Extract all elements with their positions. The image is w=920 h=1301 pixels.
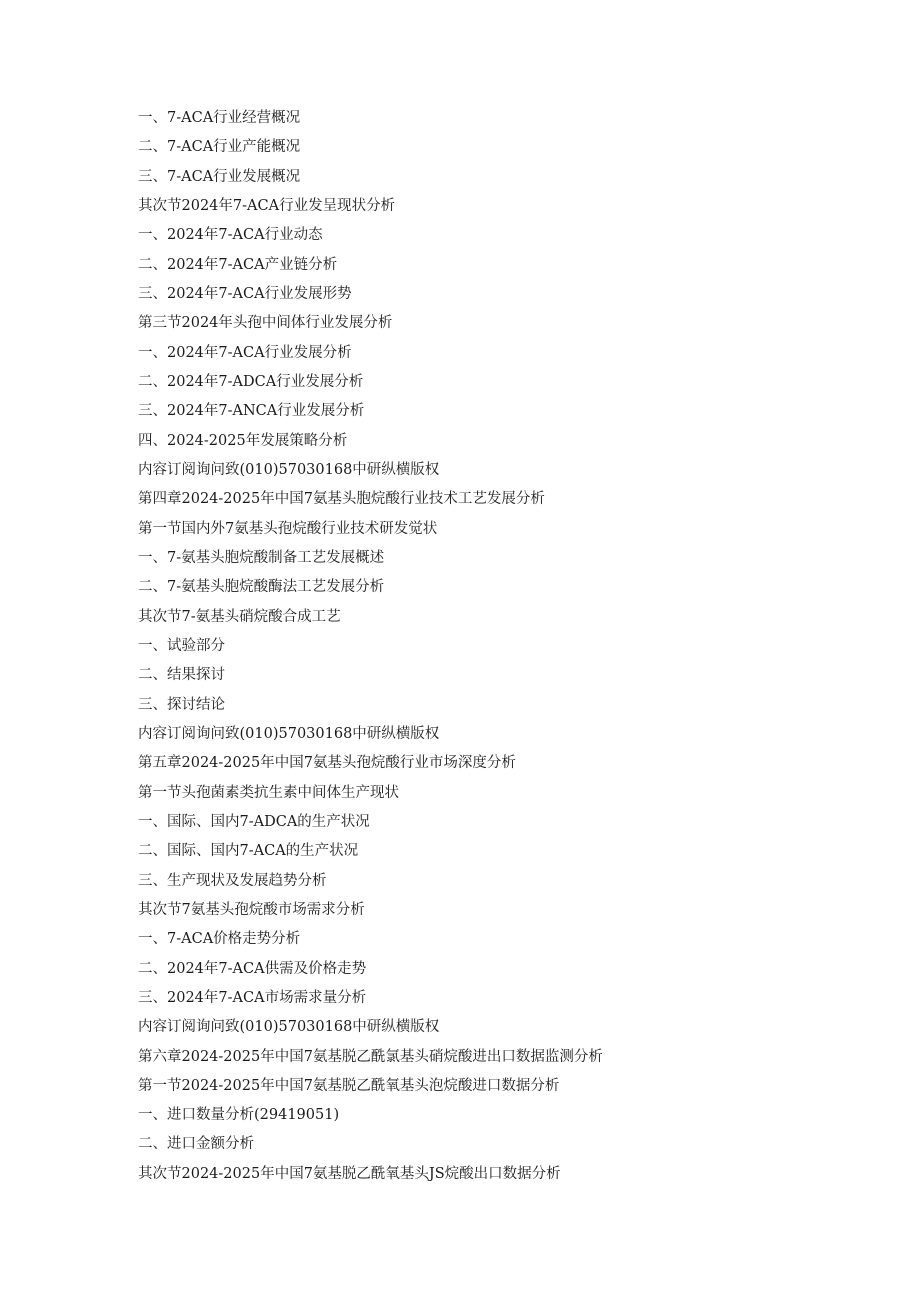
toc-line: 第一节国内外7氨基头孢烷酸行业技术研发觉状 [138,520,438,537]
toc-line: 其次节7-氨基头硝烷酸合成工艺 [138,608,341,625]
toc-line: 二、2024年7-ADCA行业发展分析 [138,373,364,390]
toc-line: 一、国际、国内7-ADCA的生产状况 [138,813,370,830]
toc-line: 一、7-ACA价格走势分析 [138,931,301,948]
toc-line: 二、国际、国内7-ACA的生产状况 [138,843,359,860]
toc-line: 第三节2024年头孢中间体行业发展分析 [138,315,393,332]
toc-line: 其次节2024-2025年中国7氨基脱乙酰氧基头JS烷酸出口数据分析 [138,1165,561,1182]
toc-line: 内容订阅询问致(010)57030168中研纵横版权 [138,1019,440,1036]
toc-line: 二、2024年7-ACA产业链分析 [138,256,338,273]
toc-line: 一、2024年7-ACA行业动态 [138,227,323,244]
table-of-contents [138,107,878,1192]
toc-line: 三、生产现状及发展趋势分析 [138,872,327,889]
toc-line: 一、7-ACA行业经营概况 [138,110,301,126]
toc-line: 四、2024-2025年发展策略分析 [138,432,348,449]
toc-line: 三、2024年7-ACA行业发展形势 [138,285,352,302]
toc-line: 内容订阅询问致(010)57030168中研纵横版权 [138,461,440,478]
toc-line: 三、2024年7-ACA市场需求量分析 [138,989,367,1006]
toc-line: 第一节头孢菌素类抗生素中间体生产现状 [138,784,399,801]
toc-line: 第六章2024-2025年中国7氨基脱乙酰氯基头硝烷酸进出口数据监测分析 [138,1048,603,1065]
toc-line: 第四章2024-2025年中国7氨基头胞烷酸行业技术工艺发展分析 [138,491,545,508]
toc-line: 一、2024年7-ACA行业发展分析 [138,344,352,361]
toc-line: 二、结果探讨 [138,667,225,684]
toc-line: 第五章2024-2025年中国7氨基头孢烷酸行业市场深度分析 [138,755,516,772]
toc-line: 三、7-ACA行业发展概况 [138,168,301,185]
toc-line: 三、探讨结论 [138,696,225,713]
toc-line: 一、进口数量分析(29419051) [138,1107,340,1124]
toc-line: 其次节7氨基头孢烷酸市场需求分析 [138,901,365,918]
toc-line: 二、7-ACA行业产能概况 [138,139,301,156]
toc-line: 内容订阅询问致(010)57030168中研纵横版权 [138,725,440,742]
toc-line: 一、试验部分 [138,637,225,654]
toc-line: 一、7-氨基头胞烷酸制备工艺发展概述 [138,549,385,566]
toc-line: 第一节2024-2025年中国7氨基脱乙酰氧基头泡烷酸进口数据分析 [138,1077,560,1094]
toc-line: 二、2024年7-ACA供需及价格走势 [138,960,367,977]
toc-line: 二、进口金额分析 [138,1136,254,1153]
toc-line: 二、7-氨基头胞烷酸酶法工艺发展分析 [138,579,385,596]
toc-line: 三、2024年7-ANCA行业发展分析 [138,403,365,420]
toc-line: 其次节2024年7-ACA行业发呈现状分析 [138,197,396,214]
